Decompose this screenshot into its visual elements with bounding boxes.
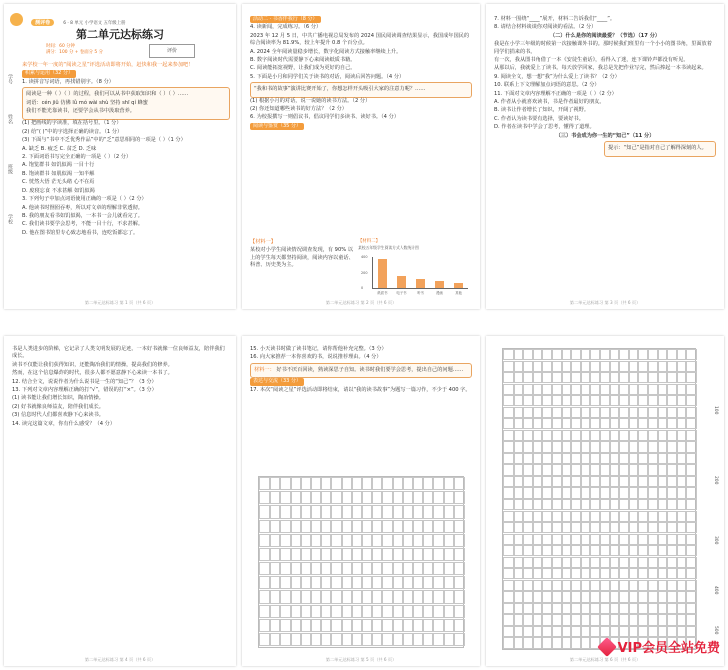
chart-tick-label: 听书 <box>417 291 424 295</box>
q2-option: A. 饱览群书 如饥似渴 一目十行 <box>22 162 95 169</box>
side-label-name: 姓名 <box>7 114 13 124</box>
grid-cell[interactable] <box>453 633 465 646</box>
text-paragraph: 读书不仅能让我们获得知识，还能陶冶我们的情操，提高我们的修养。 <box>12 361 173 368</box>
q1-sub: (3) 下面与“书中不乏优秀作品”中的“乏”意思相同的一项是（ ）（1 分） <box>22 137 186 144</box>
grade-label: 6 · 8 单元 <box>63 21 85 26</box>
grid-cell[interactable] <box>453 505 465 518</box>
mark-300: 300 <box>713 536 718 545</box>
bar-chart <box>358 239 472 297</box>
score-label: 满分：100 分 + 卷面分 5 分 <box>46 50 103 56</box>
q2-option: C. 恍然大悟 茫无头绪 心不在焉 <box>22 179 95 186</box>
question-10: 10. 联系上下文理解加点词语的意思。（2 分） <box>494 82 600 89</box>
grid-cell[interactable] <box>685 591 697 602</box>
passage-paragraph: 有一次，我从图书角借了一本《安徒生童话》，看得入了迷，连下课铃声都没有听见。 <box>494 57 689 64</box>
passage-paragraph: 从那以后，我就爱上了读书。每天放学回家，我总是先把作业写完，然后捧起一本书读起来。 <box>494 65 707 72</box>
mark-100: 100 <box>713 406 718 415</box>
chart-bar <box>378 259 387 288</box>
chart-title: 某校五年级学生阅读方式人数统计图 <box>358 245 419 251</box>
page-5-footer: 第二单元达标练习 第 5 页（共 6 页） <box>325 657 397 662</box>
grid-cell[interactable] <box>685 418 697 429</box>
page-3-body <box>494 16 716 157</box>
page-1-body <box>22 62 230 238</box>
score-box: 评价 <box>149 44 195 58</box>
writing-grid <box>258 476 464 648</box>
q11-option: A. 作者从小就喜欢读书，书是作者最好的朋友。 <box>494 99 605 106</box>
brand-logo-icon <box>10 13 23 26</box>
grid-cell[interactable] <box>685 453 697 464</box>
grid-cell[interactable] <box>685 534 697 545</box>
q3-option: C. 我们读书要学会思考，不能一目十行，不求甚解。 <box>22 221 144 228</box>
page-title: 第二单元达标练习 <box>76 28 164 41</box>
side-label-id: 学号 <box>7 74 13 84</box>
question-6: 6. 为校报撰写一则倡议书，倡议同学们多读书、读好书。（4 分） <box>250 114 400 121</box>
grid-cell[interactable] <box>453 477 465 490</box>
page-4 <box>4 336 236 666</box>
chart-bar <box>435 281 444 288</box>
q1-box-line: 词语：cén jiǔ 仿佛 lǜ mó wài shù 坚持 shī qí 蜂蜜 <box>26 99 148 106</box>
grid-cell[interactable] <box>685 476 697 487</box>
question-1-box <box>22 87 230 120</box>
question-8: 8. 请结合材料谈谈你对阅读的看法。（2 分） <box>494 24 597 31</box>
intro-text: 来学校一年一度的“阅读之星”评选活动即将开始，赶快和我一起来参加吧！ <box>22 62 194 68</box>
page-4-body <box>12 346 228 429</box>
question-12: 12. 结合全文，说说作者为什么说书是一生的“知己”？（3 分） <box>12 378 157 385</box>
page-3 <box>486 4 724 309</box>
mark-200: 200 <box>713 476 718 485</box>
q1-sub: (2) 给“( )”中的字选择正确的读音。（1 分） <box>22 128 123 135</box>
note-box: 提示：“知己”是指对自己了解得深刻的人。 <box>604 141 716 156</box>
grid-cell[interactable] <box>685 487 697 498</box>
q11-option: C. 作者认为读书要有选择，要读好书。 <box>494 115 584 122</box>
grid-cell[interactable] <box>685 511 697 522</box>
quote-title: 材料一： <box>254 366 275 373</box>
chart-tick-label: 电子书 <box>396 291 407 295</box>
question-4: 4. 读新闻，完成练习。（6 分） <box>250 24 322 31</box>
question-14: 14. 读完这篇文章，你有什么感受？（4 分） <box>12 420 116 427</box>
vip-text: VIP会员全站免费 <box>617 641 720 656</box>
question-5: 5. 下面是小月和同学们关于读书的对话，阅读后回答问题。（4 分） <box>250 73 405 80</box>
chart-bar <box>454 283 463 288</box>
grid-cell[interactable] <box>453 562 465 575</box>
q1-box-line: 我们不能光靠读书，还要学会从书中汲取营养。 <box>26 108 135 115</box>
vip-badge[interactable] <box>600 637 720 656</box>
activity-title: 活动二 · 书香伴我行（8 分） <box>250 16 321 23</box>
q1-box-line: 阅读是一种（ ）（ ）的过程，我们可以从书中获取知识和（ ）（ ）…… <box>26 91 189 98</box>
q5-sub: (2) 你还知道哪些读书的好方法？（2 分） <box>250 106 347 113</box>
passage-paragraph: 我是在小学三年级的时候第一次接触课外书的。那时候我们班里有一个小小的图书角，里面放着同学们捐来的书。 <box>494 41 712 55</box>
question-17: 17. 本次“阅读之星”评选活动即将结束，请以“我的读书故事”为题写一篇习作，不少于 400 字。 <box>250 386 471 393</box>
grid-cell[interactable] <box>685 372 697 383</box>
part-3-title: 表达与交流（33 分） <box>250 378 304 385</box>
page-5-body <box>250 346 472 395</box>
question-15: 15. 小天读书时做了读书笔记，请你帮他补充完整。（3 分） <box>250 346 387 352</box>
material-2-title: 【材料二】 <box>358 239 380 244</box>
question-11: 11. 下面对文章内容理解不正确的一项是（ ）（2 分） <box>494 90 617 97</box>
grid-cell[interactable] <box>453 576 465 589</box>
grid-cell[interactable] <box>685 361 697 372</box>
grid-cell[interactable] <box>685 626 697 637</box>
chart-tick-label: 纸质书 <box>377 291 388 295</box>
q3-option: B. 我的朋友看书如饥似渴，一本书一会儿就看完了。 <box>22 212 143 219</box>
grid-cell[interactable] <box>453 590 465 603</box>
time-score-box <box>46 44 144 56</box>
part-1-title: 积累与运用（32 分） <box>22 70 76 77</box>
page-1-footer: 第二单元达标练习 第 1 页（共 6 页） <box>84 300 156 305</box>
chart-y-tick: 200 <box>361 270 368 275</box>
diamond-icon <box>597 637 617 657</box>
q11-option: D. 作者在读书中学会了思考，懂得了道理。 <box>494 124 595 131</box>
time-label: 时间：60 分钟 <box>46 44 75 49</box>
mark-400: 400 <box>713 586 718 595</box>
quote-box: “我和书的故事”演讲比赛开始了，你想怎样开头吸引大家的注意力呢？…… <box>250 82 472 97</box>
chart-bar <box>416 279 425 288</box>
q11-option: B. 读书让作者增长了知识，开阔了视野。 <box>494 107 590 114</box>
material-1-text: 某校对小学生阅读情况调查发现，有 90% 以上的学生每天都坚持阅读，阅读内容以童话、科普、历史类为主。 <box>250 247 354 269</box>
part-2-title: 阅读与鉴赏（35 分） <box>250 123 304 130</box>
grid-cell[interactable] <box>685 441 697 452</box>
grid-cell[interactable] <box>453 491 465 504</box>
page-6 <box>486 336 724 666</box>
chart-bar <box>397 276 406 288</box>
q3-option: D. 他在图书馆里专心致志地看书，连吃饭都忘了。 <box>22 229 139 236</box>
chart-tick-label: 其他 <box>455 291 462 295</box>
grid-cell[interactable] <box>685 522 697 533</box>
grid-cell[interactable] <box>685 545 697 556</box>
grid-cell[interactable] <box>685 499 697 510</box>
grid-cell[interactable] <box>685 349 697 360</box>
q3-option: A. 他读书时囫囵吞枣，所以对文章的理解非常透彻。 <box>22 204 143 211</box>
question-9: 9. 阅读全文，想一想“我”为什么爱上了读书？（2 分） <box>494 73 620 80</box>
grid-cell[interactable] <box>685 430 697 441</box>
grid-cell[interactable] <box>685 407 697 418</box>
chart-y-tick: 0 <box>361 286 364 290</box>
q13-item: (1) 读书能让我们增长知识，陶冶情操。 <box>12 395 104 402</box>
page-2-body <box>250 16 472 131</box>
grid-cell[interactable] <box>453 619 465 632</box>
q1-options: A. 缺乏 B. 疲乏 C. 贫乏 D. 乏味 <box>22 145 97 152</box>
q1-sub: (1) 把画线的字读准，填在括号里。（1 分） <box>22 120 122 127</box>
q4-text: A. 2024 全年阅读量稳步增长，数字化阅读方式接触率继续上升。 <box>250 48 402 55</box>
quote-box-2 <box>250 363 472 378</box>
question-3: 3. 下列句子中加点词语使用正确的一项是（ ）（2 分） <box>22 196 147 203</box>
q5-sub: (1) 根据小月的对话，说一说她的读书方法。（2 分） <box>250 97 371 104</box>
subject-label: 小学语文 五年级上册 <box>84 21 126 26</box>
q13-item: (3) 信息时代人们都喜欢静下心来读书。 <box>12 412 104 419</box>
grid-cell[interactable] <box>685 384 697 395</box>
text-paragraph: 书是人类进步的阶梯，它记录了人类文明发展的足迹。一本好书就像一位良师益友，陪伴我们成长。 <box>12 346 225 360</box>
grid-cell[interactable] <box>453 534 465 547</box>
side-label-class: 班级 <box>7 164 13 174</box>
q2-option: D. 废寝忘食 不求甚解 如饥似渴 <box>22 187 95 194</box>
page-2-footer: 第二单元达标练习 第 2 页（共 6 页） <box>325 300 397 305</box>
q4-text: C. 阅读能拓宽视野，让我们成为更好的自己。 <box>250 65 356 72</box>
grid-cell[interactable] <box>453 520 465 533</box>
grid-cell[interactable] <box>685 614 697 625</box>
side-label-school: 学校 <box>7 214 13 224</box>
writing-grid-page-6 <box>502 348 696 650</box>
material-1 <box>250 239 354 271</box>
grid-cell[interactable] <box>453 605 465 618</box>
text-paragraph: 然而，在这个信息爆炸的时代，很多人都不愿意静下心来读一本书了。 <box>12 370 173 377</box>
page-2 <box>242 4 480 309</box>
chart-tick-label: 漫画 <box>436 291 443 295</box>
q13-item: (2) 好书就像良师益友，陪伴我们成长。 <box>12 403 104 410</box>
page-6-footer: 第二单元达标练习 第 6 页（共 6 页） <box>569 657 641 662</box>
page-1 <box>4 4 236 309</box>
material-1-title: 【材料一】 <box>250 239 276 245</box>
mark-500: 500 <box>713 626 718 635</box>
question-16: 16. 向大家推荐一本你喜欢的书，说说推荐理由。（4 分） <box>250 354 382 361</box>
chart-y-tick: 400 <box>361 255 368 259</box>
grid-cell[interactable] <box>453 548 465 561</box>
page-5 <box>242 336 480 666</box>
q4-text: 2023 年 12 月 5 日，中共广播电视总局发布的 2024 国民阅读调查结果显示，我国成年国民的综合阅读率为 81.9%，较上年提升 0.8 个百分点。 <box>250 32 470 47</box>
page-3-footer: 第二单元达标练习 第 3 页（共 6 页） <box>569 300 641 305</box>
question-1: 1. 读拼音写词语，再找错别字。（8 分） <box>22 78 114 85</box>
grid-cell[interactable] <box>685 395 697 406</box>
q4-text: B. 数字阅读时代需要静下心来阅读纸质书籍。 <box>250 57 356 64</box>
grid-cell[interactable] <box>685 580 697 591</box>
question-7: 7. 材料一围绕“____”展开，材料二告诉我们“____”。 <box>494 16 616 22</box>
section-2-title: （二）什么是你的阅读最爱？（节选）（17 分） <box>549 32 661 39</box>
chart-plot-area <box>361 255 468 295</box>
grid-cell[interactable] <box>685 557 697 568</box>
brand-tag: 测评卷 <box>31 19 54 26</box>
q2-option: B. 饱读群书 如肌似渴 一知半解 <box>22 170 95 177</box>
question-2: 2. 下面词语书写完全正确的一项是（ ）（2 分） <box>22 154 132 161</box>
page-4-footer: 第二单元达标练习 第 4 页（共 6 页） <box>84 657 156 662</box>
grid-cell[interactable] <box>685 464 697 475</box>
grid-cell[interactable] <box>685 568 697 579</box>
grid-cell[interactable] <box>685 603 697 614</box>
question-13: 13. 下列对文章内容理解正确的打“√”，错误的打“×”。（3 分） <box>12 387 157 394</box>
section-3-title: （三）书会成为你一生的“知己”（11 分） <box>555 132 655 139</box>
quote-text: 好书不厌百回读，熟读深思子自知。读书时我们要学会思考，提出自己的问题…… <box>276 366 464 373</box>
